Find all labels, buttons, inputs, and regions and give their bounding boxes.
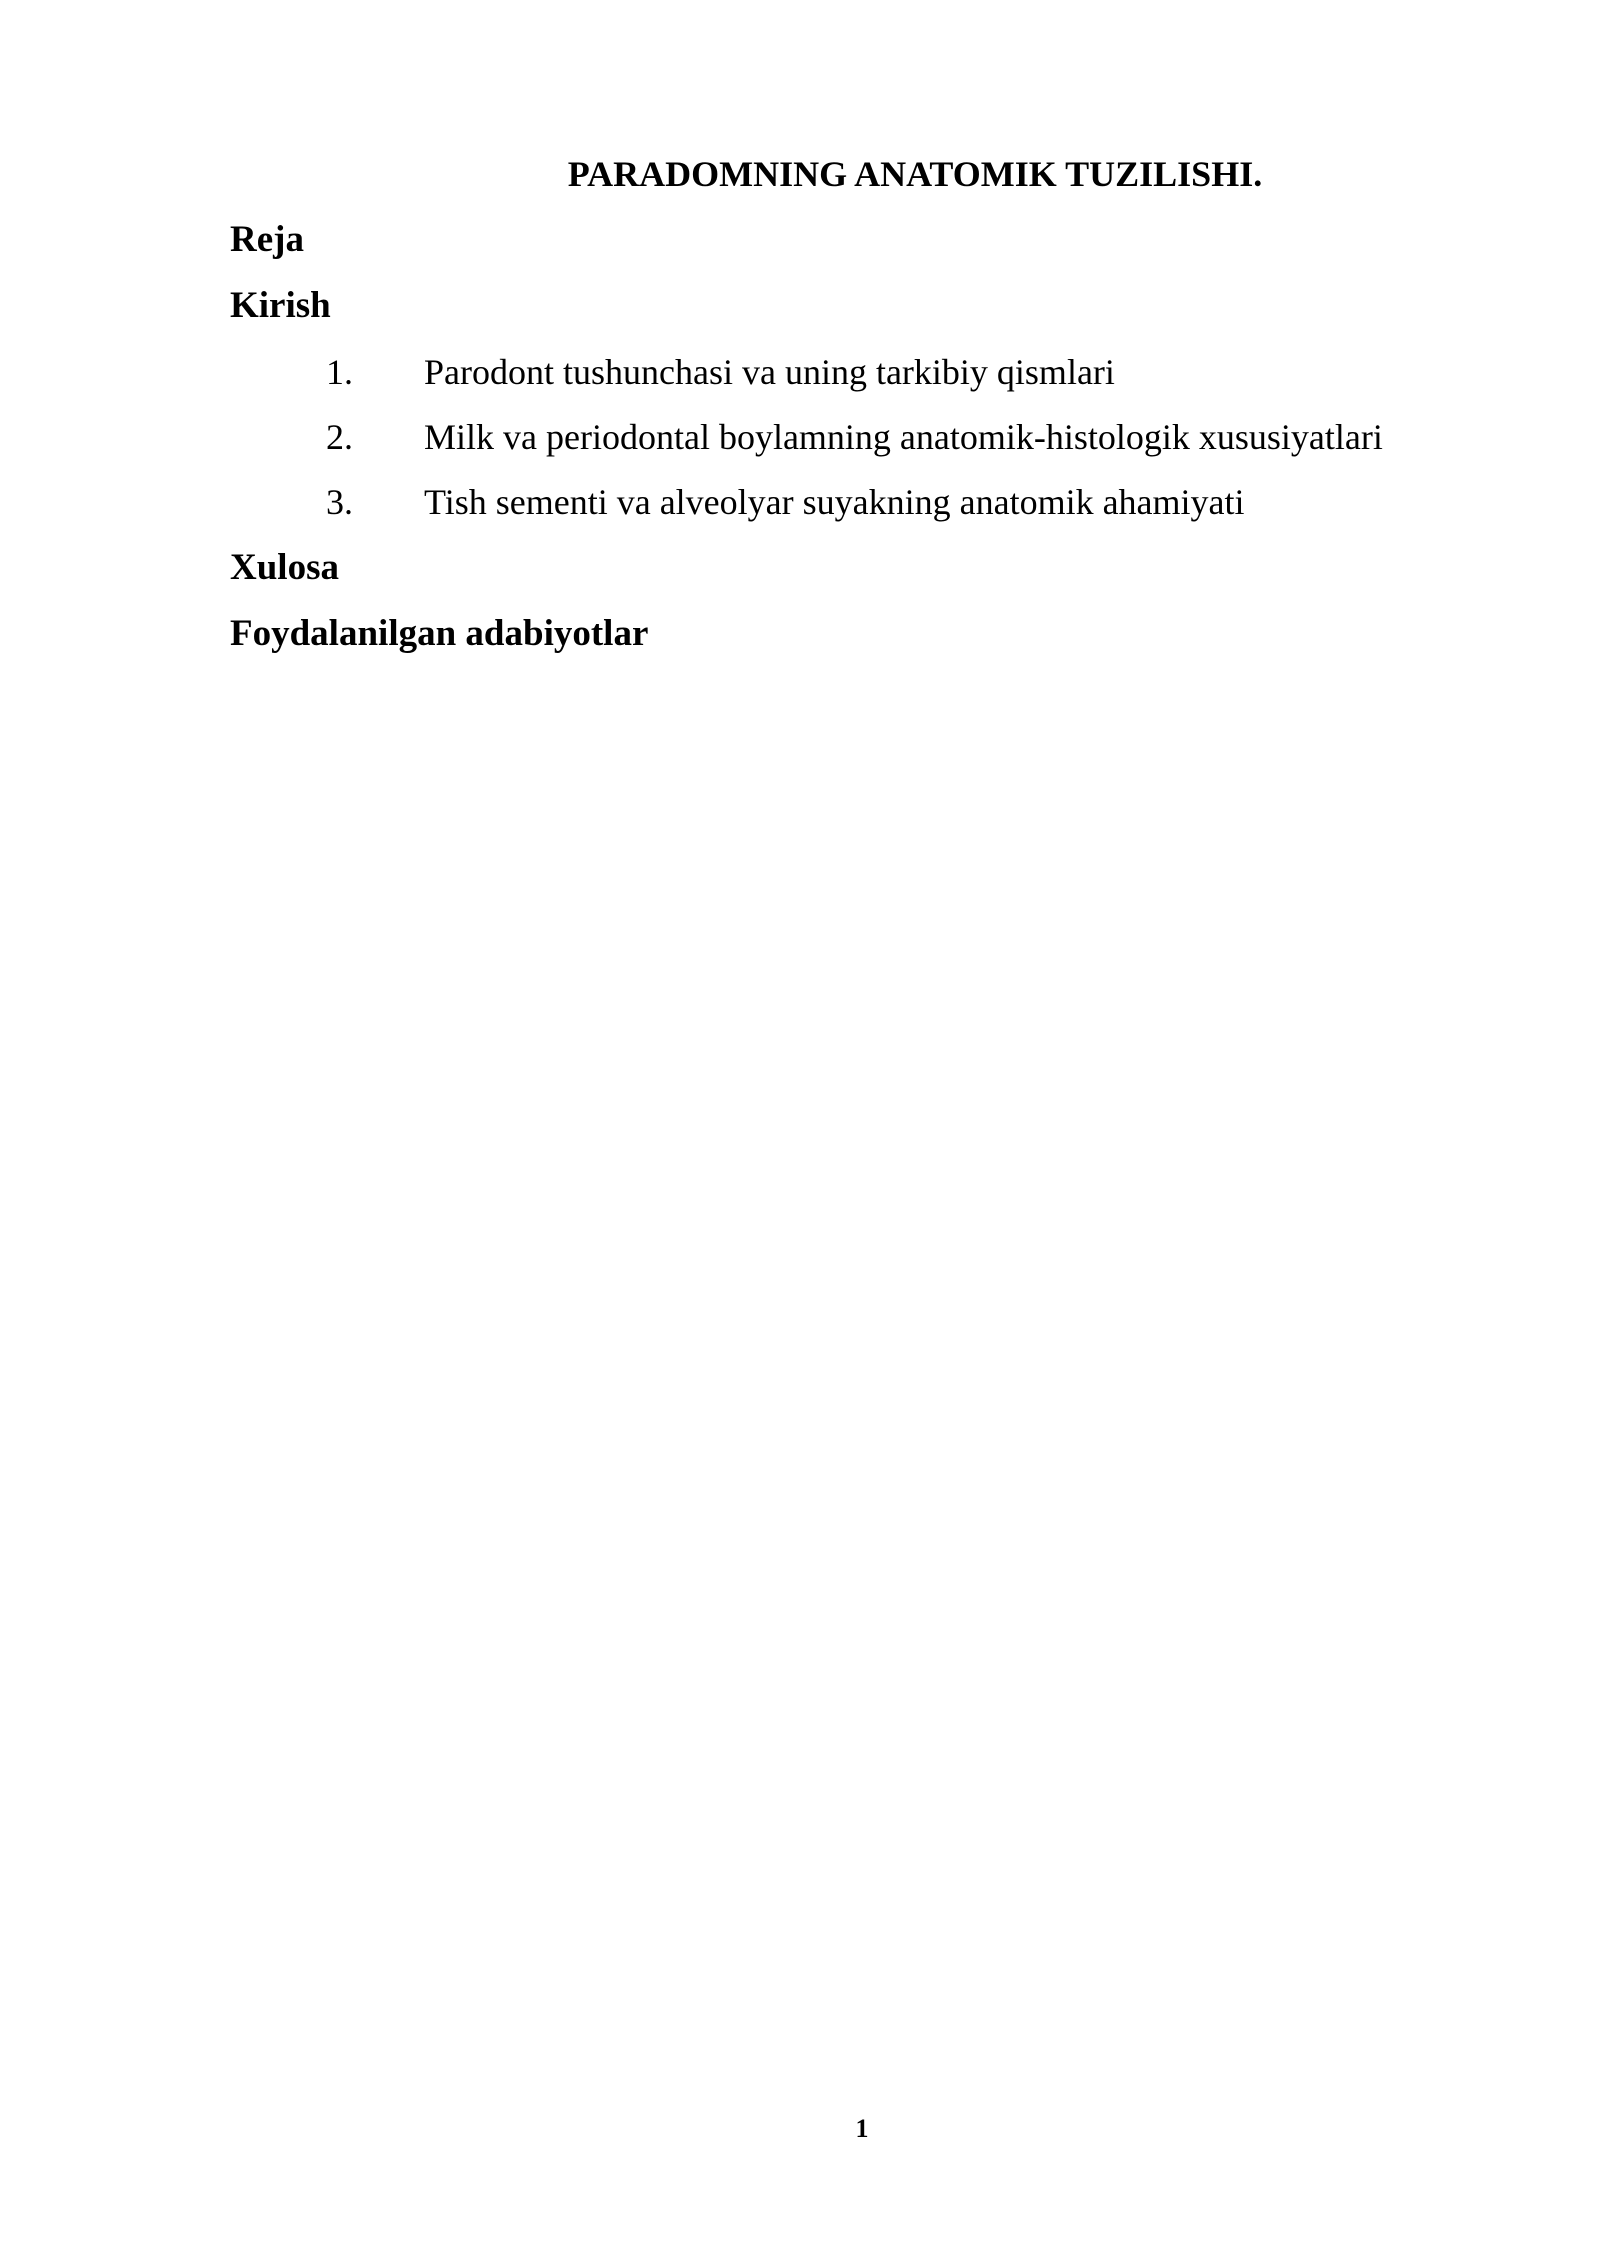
document-title: PARADOMNING ANATOMIK TUZILISHI. xyxy=(567,154,1263,194)
plan-heading: Reja xyxy=(230,219,304,260)
intro-heading: Kirish xyxy=(230,285,331,326)
toc-item-number: 2. xyxy=(326,417,353,457)
conclusion-heading: Xulosa xyxy=(230,547,339,588)
references-heading: Foydalanilgan adabiyotlar xyxy=(230,613,649,654)
toc-item-text: Parodont tushunchasi va uning tarkibiy qismlari xyxy=(424,352,1115,392)
toc-item-text: Tish sementi va alveolyar suyakning anatomik ahamiyati xyxy=(424,482,1245,522)
page-number: 1 xyxy=(855,2114,869,2143)
toc-item-text: Milk va periodontal boylamning anatomik-histologik xususiyatlari xyxy=(424,417,1383,457)
toc-item xyxy=(0,415,1600,459)
toc-item-number: 3. xyxy=(326,482,353,522)
toc-item xyxy=(0,480,1600,524)
toc-item xyxy=(0,350,1600,394)
toc-item-number: 1. xyxy=(326,352,353,392)
